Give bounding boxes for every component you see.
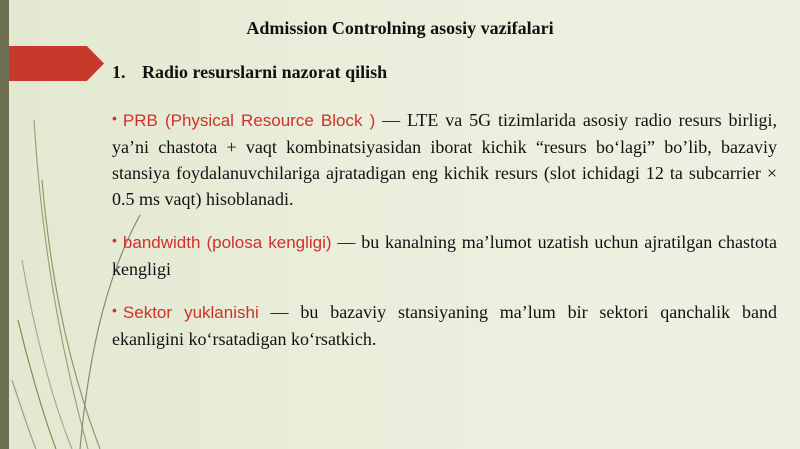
deco-line [42,180,100,449]
section-number: 1. [112,62,126,82]
paragraph-text: — bu kanalning ma’lumot uzatish uchun ajratilgan chastota kengligi [112,232,777,279]
deco-line [34,120,88,449]
slide-title: Admission Controlning asosiy vazifalari [246,18,554,38]
bullet-icon: • [112,302,117,318]
term-sector-load: Sektor yuklanishi [122,303,259,322]
paragraph-bandwidth [112,229,777,282]
red-arrow-tab [9,46,104,81]
term-bandwidth: bandwidth (polosa kengligi) [122,233,332,252]
bullet-icon: • [112,110,117,126]
deco-line [12,380,36,449]
term-prb: PRB (Physical Resource Block ) [122,111,376,130]
section-heading [112,62,387,83]
bullet-icon: • [112,232,117,248]
paragraph-prb [112,107,777,212]
paragraph-text: — bu bazaviy stansiyaning ma’lum bir sektori qanchalik band ekanligini ko‘rsatadigan ko‘rsatkich. [112,302,777,349]
section-label: Radio resurslarni nazorat qilish [142,62,388,82]
paragraph-text: — LTE va 5G tizimlarida asosiy radio resurs birligi, ya’ni chastota + vaqt kombinatsiyasidan iborat kichik “resurs bo‘lagi” bo’lib, bazaviy stansiya foydalanuvchilariga ajratadigan eng kichik resurs (slot ichidagi 12 ta subcarrier × 0.5 ms vaqt) hisoblanadi. [112,110,777,209]
paragraph-sector-load [112,299,777,352]
